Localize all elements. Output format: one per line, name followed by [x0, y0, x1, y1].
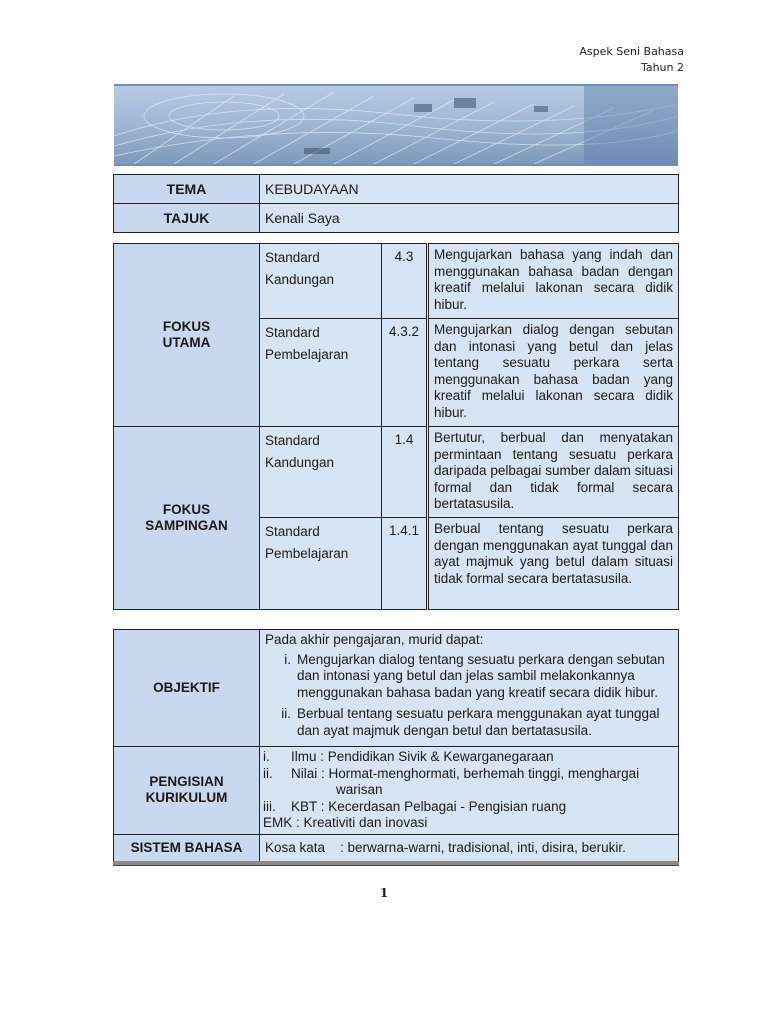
item-text: Nilai : Hormat-menghormati, berhemah tinggi, menghargai [291, 765, 640, 781]
tajuk-value: Kenali Saya [260, 204, 679, 233]
pengisian-label-line1: PENGISIAN [149, 773, 224, 789]
std-line1: Standard [265, 524, 320, 539]
std-line2: Pembelajaran [265, 546, 349, 561]
pengisian-label-line2: KURIKULUM [145, 790, 228, 806]
standard-number: 1.4 [382, 427, 428, 518]
std-line1: Standard [265, 250, 320, 265]
standard-text: Berbual tentang sesuatu perkara dengan menggunakan ayat tunggal dan ayat majmuk yang betul dalam situasi tidak formal secara bertatasusila. [428, 518, 679, 610]
std-line1: Standard [265, 433, 320, 448]
fokus-utama-label-line2: UTAMA [162, 335, 211, 350]
standard-text: Bertutur, berbual dan menyatakan permintaan tentang sesuatu perkara daripada pelbagai sumber dalam situasi formal dan tidak formal secara bertatasusila. [428, 427, 679, 518]
fokus-sampingan-row-1 [114, 427, 679, 518]
header-subject: Aspek Seni Bahasa [579, 45, 684, 58]
standard-number: 4.3 [382, 244, 428, 319]
item-number: i. [263, 749, 270, 764]
objektif-label: OBJEKTIF [114, 630, 260, 747]
footer-divider [113, 861, 679, 866]
item-text: warisan [291, 782, 383, 797]
list-item [263, 749, 673, 766]
page-number: 1 [379, 886, 389, 900]
standard-kandungan-cell [260, 244, 382, 319]
fokus-sampingan-label-line2: SAMPINGAN [145, 518, 228, 533]
objektif-table [113, 629, 679, 862]
sistem-bahasa-row [114, 834, 679, 862]
item-text: Mengujarkan dialog tentang sesuatu perkara dengan sebutan dan intonasi yang betul dan jelas sambil melakonkannya menggunakan bahasa badan yang kreatif secara didik hibur. [297, 651, 665, 700]
standard-pembelajaran-cell [260, 518, 382, 610]
objektif-row [114, 630, 679, 747]
list-item [265, 706, 673, 739]
objektif-intro: Pada akhir pengajaran, murid dapat: [265, 632, 484, 647]
tajuk-row [114, 204, 679, 233]
tema-row [114, 175, 679, 204]
std-line1: Standard [265, 325, 320, 340]
item-text: KBT : Kecerdasan Pelbagai - Pengisian ruang [291, 798, 567, 814]
std-line2: Kandungan [265, 455, 335, 470]
tajuk-label: TAJUK [114, 204, 260, 233]
objektif-content [260, 630, 679, 747]
fokus-table [113, 243, 679, 610]
list-item [263, 782, 673, 799]
standard-number: 4.3.2 [382, 319, 428, 427]
fokus-sampingan-label-line1: FOKUS [162, 501, 211, 517]
fokus-utama-label-line1: FOKUS [162, 318, 211, 334]
list-item [263, 766, 673, 783]
fokus-utama-label [114, 244, 260, 427]
sistem-bahasa-label: SISTEM BAHASA [114, 834, 260, 862]
item-number: iii. [263, 798, 276, 814]
item-number: ii. [263, 765, 273, 781]
item-number: ii. [281, 706, 291, 721]
item-number [263, 782, 291, 799]
sistem-bahasa-value: Kosa kata : berwarna-warni, tradisional, inti, disira, berukir. [260, 834, 679, 862]
tema-tajuk-table [113, 174, 679, 233]
fokus-utama-row-1 [114, 244, 679, 319]
standard-text: Mengujarkan bahasa yang indah dan menggunakan bahasa badan dengan kreatif melalui lakonan secara didik hibur. [428, 244, 679, 319]
item-text: Ilmu : Pendidikan Sivik & Kewarganegaraan [291, 749, 554, 764]
header-banner-image [114, 84, 678, 166]
standard-kandungan-cell [260, 427, 382, 518]
std-line2: Pembelajaran [265, 347, 349, 362]
item-text: Berbual tentang sesuatu perkara menggunakan ayat tunggal dan ayat majmuk dengan betul dan bertatasusila. [297, 706, 660, 738]
item-number: i. [284, 651, 291, 667]
pengisian-label [114, 747, 260, 835]
objektif-list [265, 652, 673, 740]
list-item [263, 799, 673, 816]
header-year: Tahun 2 [640, 61, 684, 74]
document-header [579, 44, 684, 76]
std-line2: Kandungan [265, 272, 335, 287]
list-item [265, 652, 673, 702]
emk-line: EMK : Kreativiti dan inovasi [263, 815, 428, 830]
standard-text: Mengujarkan dialog dengan sebutan dan intonasi yang betul dan jelas tentang sesuatu perkara serta menggunakan bahasa badan yang kreatif melalui lakonan secara didik hibur. [428, 319, 679, 427]
tema-label: TEMA [114, 175, 260, 204]
standard-pembelajaran-cell [260, 319, 382, 427]
tema-value: KEBUDAYAAN [260, 175, 679, 204]
pengisian-content [260, 747, 679, 835]
pengisian-row [114, 747, 679, 835]
standard-number: 1.4.1 [382, 518, 428, 610]
fokus-sampingan-label [114, 427, 260, 610]
